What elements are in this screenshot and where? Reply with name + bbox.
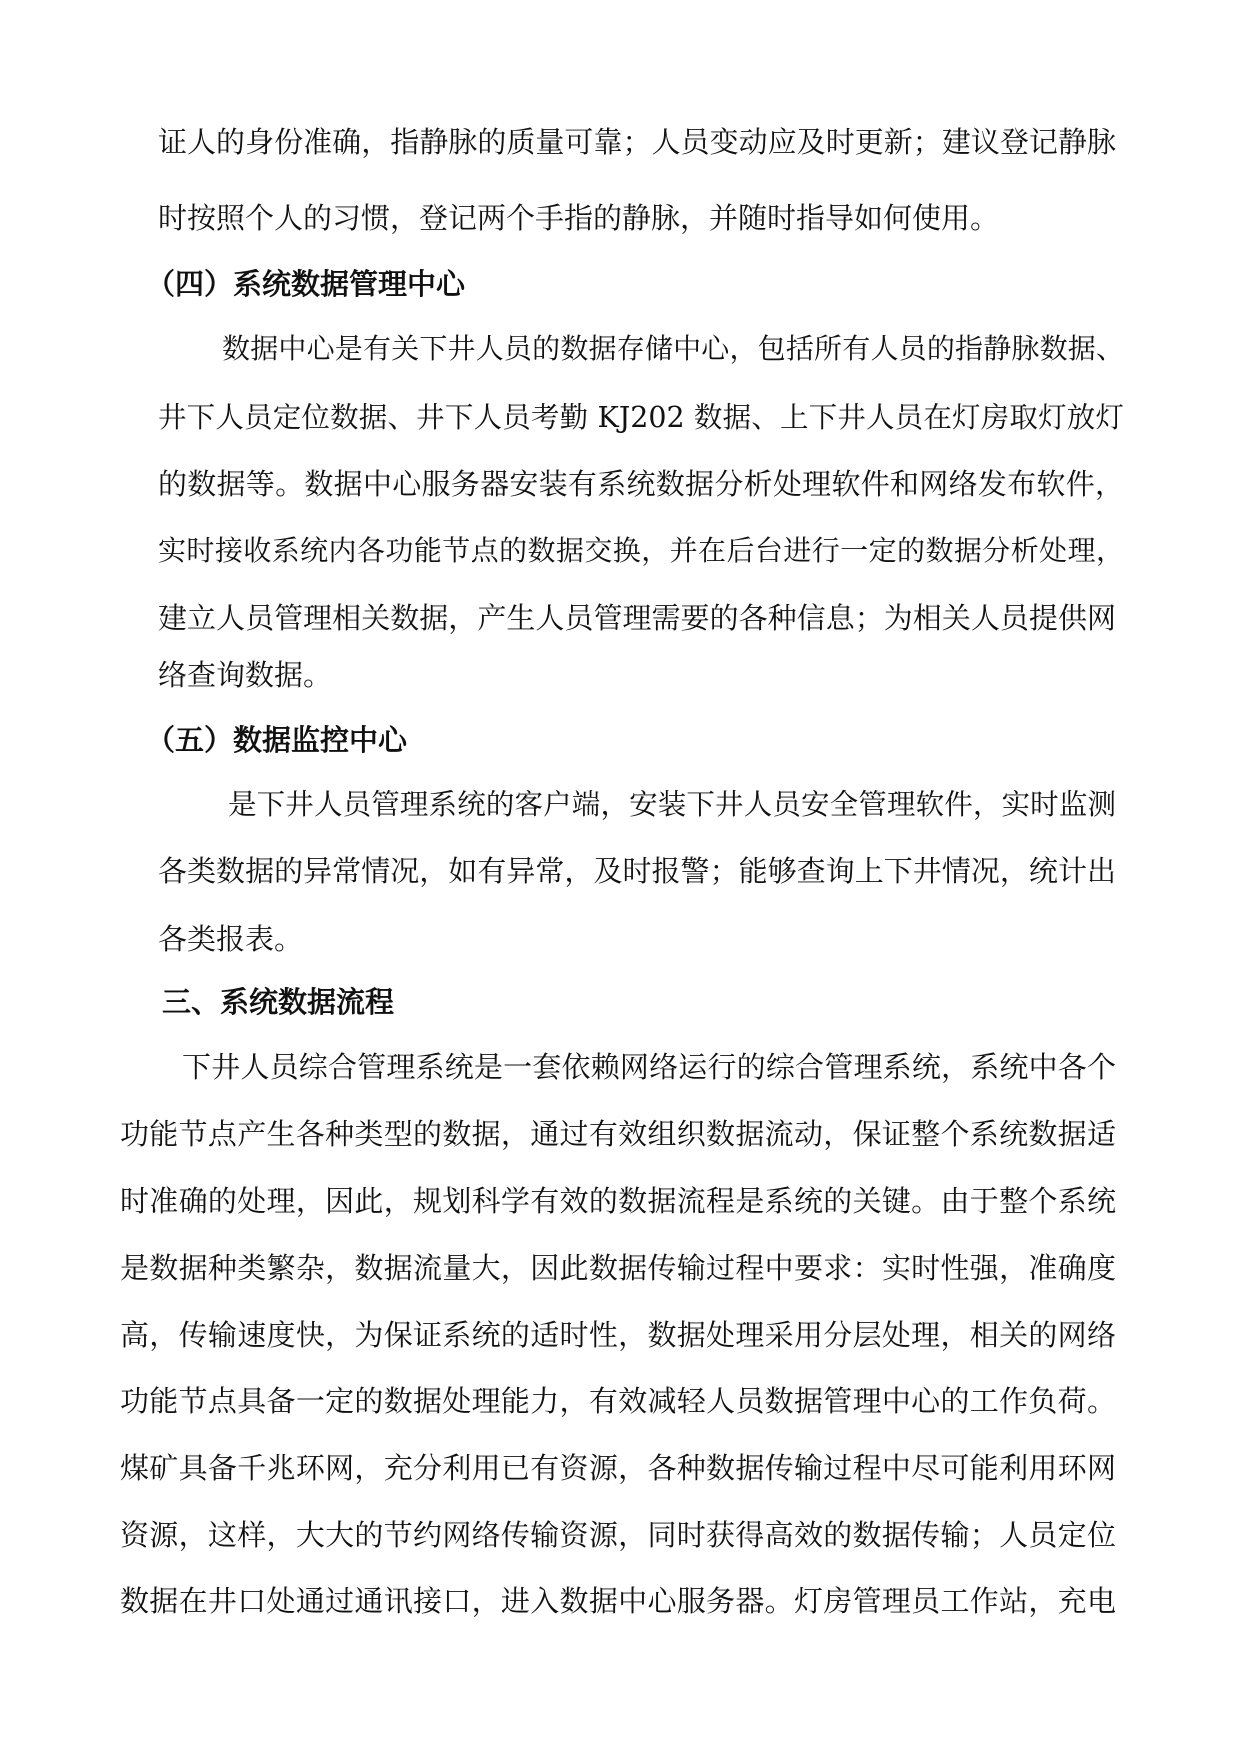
paragraph-line: 证人的身份准确，指静脉的质量可靠；人员变动应及时更新；建议登记静脉 (158, 125, 1116, 159)
section-heading-3: 三、系统数据流程 (162, 985, 395, 1019)
paragraph-line: 时按照个人的习惯，登记两个手指的静脉，并随时指导如何使用。 (158, 201, 1000, 235)
paragraph-line: 下井人员综合管理系统是一套依赖网络运行的综合管理系统，系统中各个 (182, 1050, 1116, 1084)
paragraph-line: 建立人员管理相关数据，产生人员管理需要的各种信息；为相关人员提供网 (158, 601, 1116, 635)
paragraph-line: 实时接收系统内各功能节点的数据交换，并在后台进行一定的数据分析处理， (158, 534, 1124, 567)
paragraph-line: 功能节点产生各种类型的数据，通过有效组织数据流动，保证整个系统数据适 (120, 1117, 1116, 1151)
paragraph-line: 络查询数据。 (158, 658, 333, 692)
paragraph-line: 功能节点具备一定的数据处理能力，有效减轻人员数据管理中心的工作负荷。 (120, 1384, 1116, 1418)
paragraph-line: 井下人员定位数据、井下人员考勤 KJ202 数据、上下井人员在灯房取灯放灯 (158, 401, 1124, 434)
section-heading-4: （四）系统数据管理中心 (146, 267, 466, 301)
paragraph-line: 是数据种类繁杂，数据流量大，因此数据传输过程中要求：实时性强，准确度 (120, 1251, 1116, 1285)
paragraph-line: 数据在井口处通过通讯接口，进入数据中心服务器。灯房管理员工作站，充电 (120, 1584, 1116, 1618)
paragraph-line: 高，传输速度快，为保证系统的适时性，数据处理采用分层处理，相关的网络 (120, 1318, 1116, 1352)
paragraph-line: 煤矿具备千兆环网，充分利用已有资源，各种数据传输过程中尽可能利用环网 (120, 1451, 1116, 1485)
paragraph-line: 资源，这样，大大的节约网络传输资源，同时获得高效的数据传输；人员定位 (120, 1518, 1116, 1552)
paragraph-line: 各类数据的异常情况，如有异常，及时报警；能够查询上下井情况，统计出 (158, 854, 1116, 888)
paragraph-line: 的数据等。数据中心服务器安装有系统数据分析处理软件和网络发布软件， (158, 467, 1124, 501)
section-heading-5: （五）数据监控中心 (146, 723, 408, 757)
paragraph-line: 是下井人员管理系统的客户端，安装下井人员安全管理软件，实时监测 (228, 788, 1116, 821)
paragraph-line: 时准确的处理，因此，规划科学有效的数据流程是系统的关键。由于整个系统 (120, 1184, 1116, 1218)
paragraph-line: 各类报表。 (158, 922, 304, 956)
paragraph-line: 数据中心是有关下井人员的数据存储中心，包括所有人员的指静脉数据、 (222, 332, 1124, 365)
